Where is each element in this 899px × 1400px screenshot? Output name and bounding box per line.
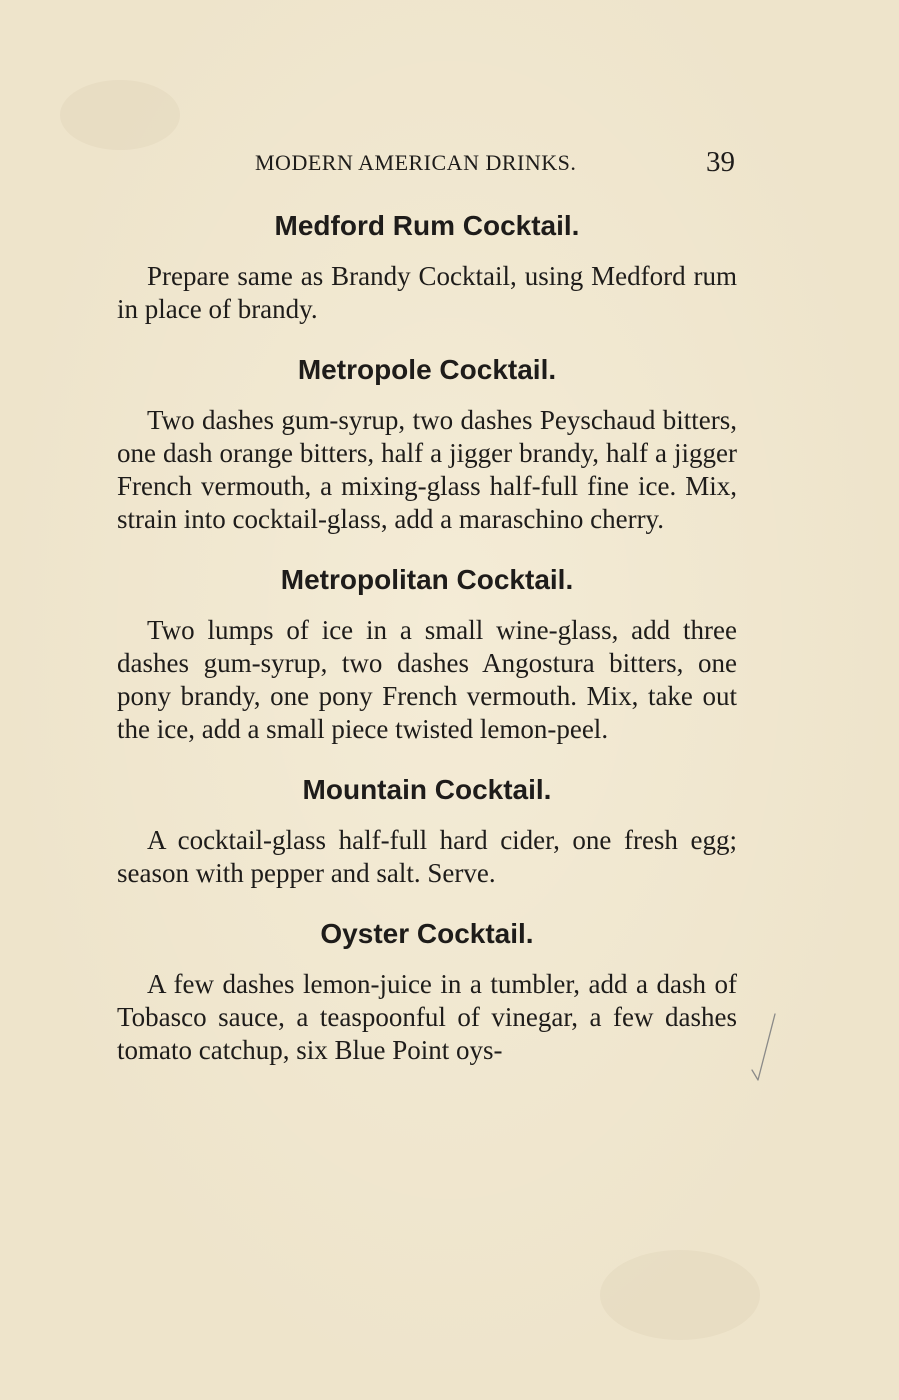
recipe-medford-rum-cocktail (117, 208, 737, 326)
page-content (117, 208, 737, 1067)
recipe-oyster-cocktail (117, 916, 737, 1067)
recipe-mountain-cocktail (117, 772, 737, 890)
recipe-metropolitan-cocktail (117, 562, 737, 746)
recipe-body: Prepare same as Brandy Cocktail, using Medford rum in place of brandy. (117, 261, 737, 324)
recipe-body: A cocktail-glass half-full hard cider, one fresh egg; season with pepper and salt. Serve. (117, 825, 737, 888)
recipe-body: Two lumps of ice in a small wine-glass, add three dashes gum-syrup, two dashes Angostura bitters, one pony brandy, one pony French vermouth. Mix, take out the ice, add a small piece twisted lemon-peel. (117, 615, 737, 744)
running-title: MODERN AMERICAN DRINKS. (255, 150, 577, 175)
paper-stain (600, 1250, 760, 1340)
recipe-title: Medford Rum Cocktail. (274, 210, 580, 241)
page-number: 39 (706, 146, 735, 178)
recipe-metropole-cocktail (117, 352, 737, 536)
pencil-check-mark (748, 1012, 778, 1084)
running-head (117, 146, 735, 182)
recipe-title: Oyster Cocktail. (320, 918, 534, 949)
paper-stain (60, 80, 180, 150)
recipe-body: A few dashes lemon-juice in a tumbler, add a dash of Tobasco sauce, a teaspoonful of vinegar, a few dashes tomato catchup, six Blue Point oys- (117, 969, 737, 1065)
recipe-title: Metropole Cocktail. (297, 354, 557, 385)
recipe-body: Two dashes gum-syrup, two dashes Peyschaud bitters, one dash orange bitters, half a jigger brandy, half a jigger French vermouth, a mixing-glass half-full fine ice. Mix, strain into cocktail-glass, add a maraschino cherry. (117, 405, 737, 534)
recipe-title: Metropolitan Cocktail. (280, 564, 574, 595)
recipe-title: Mountain Cocktail. (302, 774, 552, 805)
